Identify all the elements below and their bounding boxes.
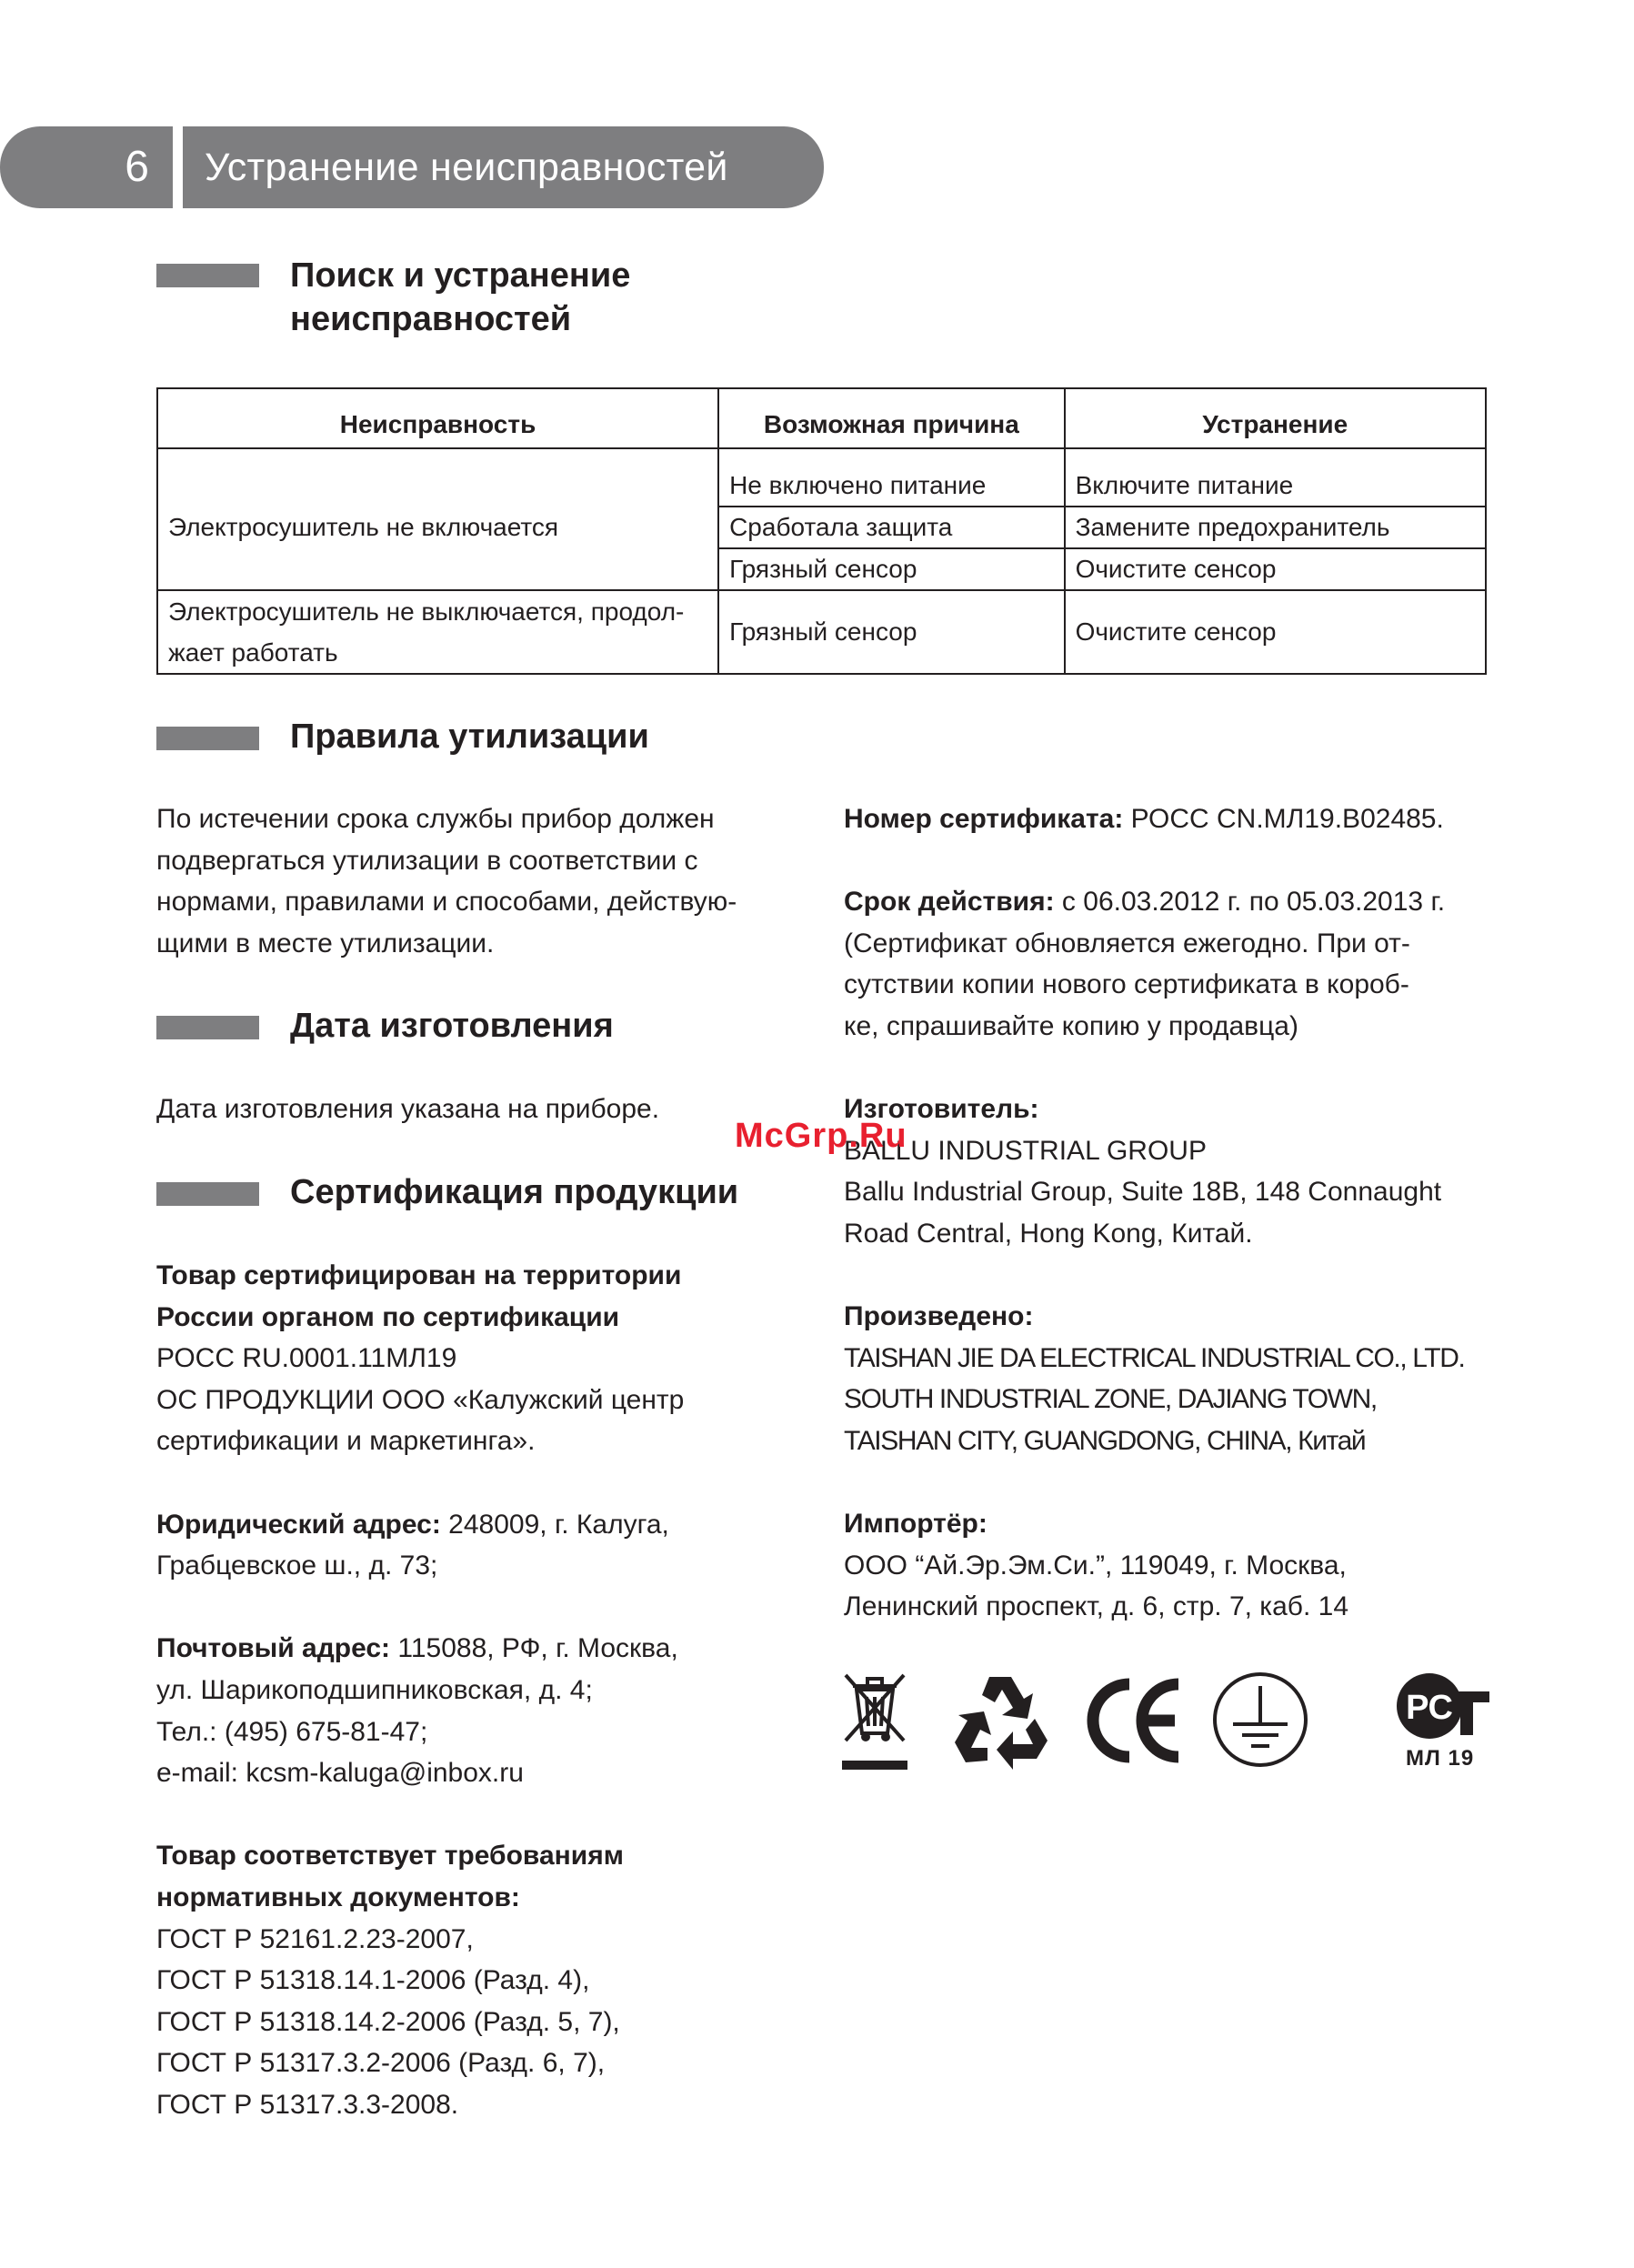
- fault-cell: Электросушитель не включается: [157, 448, 718, 590]
- recycle-icon: [947, 1671, 1053, 1771]
- manufacturer-label: Изготовитель:: [844, 1094, 1039, 1125]
- cert-number-label: Номер сертификата:: [844, 804, 1124, 834]
- fix-cell: Очистите сенсор: [1065, 590, 1486, 674]
- column-header: Устранение: [1065, 388, 1486, 448]
- fix-cell: Замените предохранитель: [1065, 507, 1486, 548]
- right-column: Номер сертификата: РОСС CN.МЛ19.В02485. Срок действия: с 06.03.2012 г. по 05.03.2013 г. (Сертификат обновляется ежегодно. При от- сутствии копии нового сертификата в короб- ке, спрашивайте копию у продавца) Изготовитель: BALLU INDUSTRIAL GROUP Ballu Industrial Group, Suite 18B, 148 Connaught Road Central, Hong Kong, Китай. Произведено: TAISHAN JIE DA ELECTRICAL INDUSTRIAL CO., LTD. SOUTH INDUSTRIAL ZONE, DAJIANG TOWN, TAISHAN CITY, GUANGDONG, CHINA, Китай Импортёр: ООО “Ай.Эр.Эм.Си.”, 119049, г. Москва, Ленинский проспект, д. 6, стр. 7, каб. 14: [844, 798, 1491, 1628]
- svg-text:РС: РС: [1406, 1689, 1453, 1727]
- table-row: [157, 590, 1486, 674]
- validity-label: Срок действия:: [844, 887, 1055, 918]
- cause-cell: Не включено питание: [718, 448, 1064, 507]
- legal-address-label: Юридический адрес:: [156, 1509, 441, 1540]
- section-marker: [156, 264, 259, 287]
- fix-cell: Очистите сенсор: [1065, 548, 1486, 590]
- disposal-title: Правила утилизации: [290, 718, 649, 756]
- certification-marks: [840, 1670, 1495, 1779]
- ground-icon: [1210, 1670, 1310, 1770]
- section-marker: [156, 1016, 259, 1039]
- table-header-row: [157, 388, 1486, 448]
- chapter-header: [0, 126, 824, 208]
- standard-item: ГОСТ Р 51317.3.2-2006 (Разд. 6, 7),: [156, 2048, 606, 2079]
- column-header: Неисправность: [157, 388, 718, 448]
- standard-item: ГОСТ Р 52161.2.23-2007,: [156, 1923, 474, 1954]
- manufacture-date-title: Дата изготовления: [290, 1007, 614, 1045]
- watermark: McGrp.Ru: [735, 1117, 907, 1155]
- standard-item: ГОСТ Р 51318.14.2-2006 (Разд. 5, 7),: [156, 2006, 620, 2037]
- column-header: Возможная причина: [718, 388, 1064, 448]
- section-marker: [156, 1182, 259, 1206]
- gost-r-logo: [1395, 1671, 1491, 1741]
- importer-label: Импортёр:: [844, 1509, 987, 1540]
- chapter-number: 6: [0, 126, 173, 208]
- troubleshooting-table: [156, 387, 1487, 675]
- section-marker: [156, 727, 259, 750]
- certification-text: Товар сертифицирован на территории России органом по сертификации РОСС RU.0001.11МЛ19 ОС ПРОДУКЦИИ ООО «Калужский центр сертификации и маркетинга». Юридический адрес: 248009, г. Калуга, Грабцевское ш., д. 73; Почтовый адрес: 115088, РФ, г. Москва, ул. Шарикоподшипниковская, д. 4; Тел.: (495) 675-81-47; e-mail: kcsm-kaluga@inbox.ru Товар соответствует требованиям нормативных документов: ГОСТ Р 52161.2.23-2007, ГОСТ Р 51318.14.1-2006 (Разд. 4), ГОСТ Р 51318.14.2-2006 (Разд. 5, 7), ГОСТ Р 51317.3.2-2006 (Разд. 6, 7), ГОСТ Р 51317.3.3-2008.: [156, 1255, 811, 2125]
- cause-cell: Грязный сенсор: [718, 548, 1064, 590]
- weee-bin-icon: [840, 1670, 909, 1773]
- cause-cell: Сработала защита: [718, 507, 1064, 548]
- manufacture-date-text: Дата изготовления указана на приборе.: [156, 1094, 660, 1124]
- standard-item: ГОСТ Р 51317.3.3-2008.: [156, 2089, 459, 2120]
- gost-code: МЛ 19: [1406, 1746, 1475, 1771]
- chapter-title: Устранение неисправностей: [183, 126, 824, 208]
- email-text: e-mail: kcsm-kaluga@inbox.ru: [156, 1758, 524, 1789]
- fault-cell: Электросушитель не выключается, продол- жает работать: [157, 590, 718, 674]
- ce-mark-icon: [1084, 1673, 1184, 1768]
- postal-address-label: Почтовый адрес:: [156, 1633, 391, 1664]
- standard-item: ГОСТ Р 51318.14.1-2006 (Разд. 4),: [156, 1965, 590, 1996]
- disposal-text: По истечении срока службы прибор должен подвергаться утилизации в соответствии с нормами, правилами и способами, действую- щими в месте утилизации.: [156, 804, 737, 958]
- produced-label: Произведено:: [844, 1301, 1034, 1332]
- troubleshooting-title: Поиск и устранение неисправностей: [290, 256, 631, 338]
- certification-title: Сертификация продукции: [290, 1173, 739, 1211]
- table-row: [157, 448, 1486, 507]
- cause-cell: Грязный сенсор: [718, 590, 1064, 674]
- fix-cell: Включите питание: [1065, 448, 1486, 507]
